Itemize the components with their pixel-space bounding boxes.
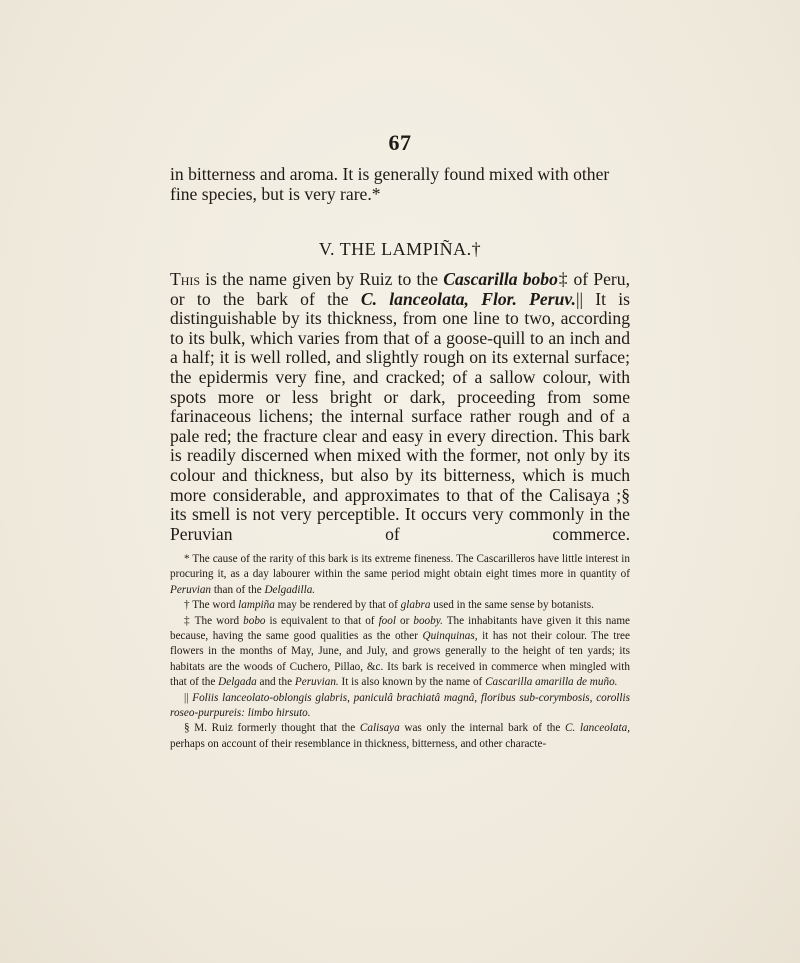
footnote-italic: glabra [400, 599, 431, 612]
footnote-italic: C. lanceolata, [565, 722, 630, 735]
footnote-text: than of the [211, 583, 265, 596]
footnote [170, 598, 630, 613]
footnote-italic: Cascarilla amarilla de muño. [485, 676, 618, 689]
footnote-italic: Foliis lanceolato-oblongis glabris, paniculâ brachiatâ magnâ, floribus sub-corymbosis, corollis roseo-purpureis: limbo hirsuto. [170, 691, 630, 720]
footnote-italic: fool [378, 614, 396, 627]
footnote-text: || [184, 691, 193, 704]
footnote-text: is equivalent to that of [265, 614, 379, 627]
footnote-italic: lampiña [238, 599, 275, 612]
footnote-text: The inhabitants have given it this name because, having the same good qualities as the other [170, 614, 630, 643]
footnote-text: * The cause of the rarity of this bark is its extreme fineness. The Cascarilleros have little interest in procuring it, as a day labourer within the same period might obtain eight times more in quantity of [170, 553, 630, 581]
footnote-text: may be rendered by that of [274, 599, 401, 612]
footnote-italic: Peruvian. [294, 676, 339, 689]
footnote-text: used in the same sense by botanists. [430, 599, 594, 612]
footnote [170, 552, 630, 598]
footnote-italic: Calisaya [359, 722, 400, 735]
lead-word: This [170, 269, 201, 289]
page-number: 67 [388, 130, 412, 155]
footnote-text: ‡ The word [184, 614, 244, 627]
footnote-italic: booby. [413, 614, 443, 627]
footnote [170, 614, 630, 691]
footnote-text: † The word [184, 599, 239, 612]
text-line: fine species, but is very rare.* [170, 183, 381, 204]
footnote-italic: Delgada [218, 676, 257, 689]
footnote-italic: bobo [243, 614, 266, 627]
footnote-text: was only the internal bark of the [399, 722, 566, 735]
footnote-italic: Quinquinas, [422, 630, 478, 643]
species-name: Cascarilla bobo [443, 269, 558, 289]
continued-text [170, 165, 630, 204]
text-run: || It is distinguishable by its thickness, from one line to two, according to its bulk, which varies from that of a goose-quill to an inch and a half; it is well rolled, and slightly rough on its external surface; the epidermis very fine, and cracked; of a sallow colour, with spots more or less bright or dark, proceeding from some farinaceous lichens; the internal surface rather rough and of a pale red; the fracture clear and easy in every direction. This bark is readily discerned when mixed with the former, not only by its colour and thickness, but also by its bitterness, which is much more considerable, and approximates to that of the Calisaya ;§ its smell is not very perceptible. It occurs very commonly in the Peruvian of commerce. [170, 288, 631, 544]
text-line: in bitterness and aroma. It is generally found mixed with other [170, 164, 610, 184]
footnotes [170, 552, 630, 752]
paragraph-text [170, 270, 630, 564]
footnote-text: perhaps on account of their resemblance in thickness, bitterness, and other characte- [170, 737, 547, 750]
section-heading: V. THE LAMPIÑA.† [318, 239, 482, 259]
species-name: C. lanceolata, Flor. Peruv. [360, 288, 576, 309]
footnote-text: it has not their colour. The tree flowers in the months of May, June, and July, and grows generally to the height of ten yards; its habitats are the woods of Cuchero, Pillao, &c. Its bark is received in commerce when mingled with that of the [170, 630, 630, 689]
footnote-text: and the [256, 676, 295, 689]
footnote-text: § M. Ruiz formerly thought that the [184, 722, 360, 735]
section-paragraph [170, 270, 630, 564]
text-run: ‡ of Peru, or to the bark of the [170, 269, 630, 309]
text-run: is the name given by Ruiz to the [200, 269, 444, 289]
footnote-italic: Peruvian [170, 583, 212, 596]
footnote-text: or [395, 614, 414, 627]
footnote [170, 691, 630, 722]
footnote-italic: Delgadilla. [264, 583, 316, 596]
footnote [170, 721, 630, 752]
footnote-text: It is also known by the name of [338, 676, 486, 689]
